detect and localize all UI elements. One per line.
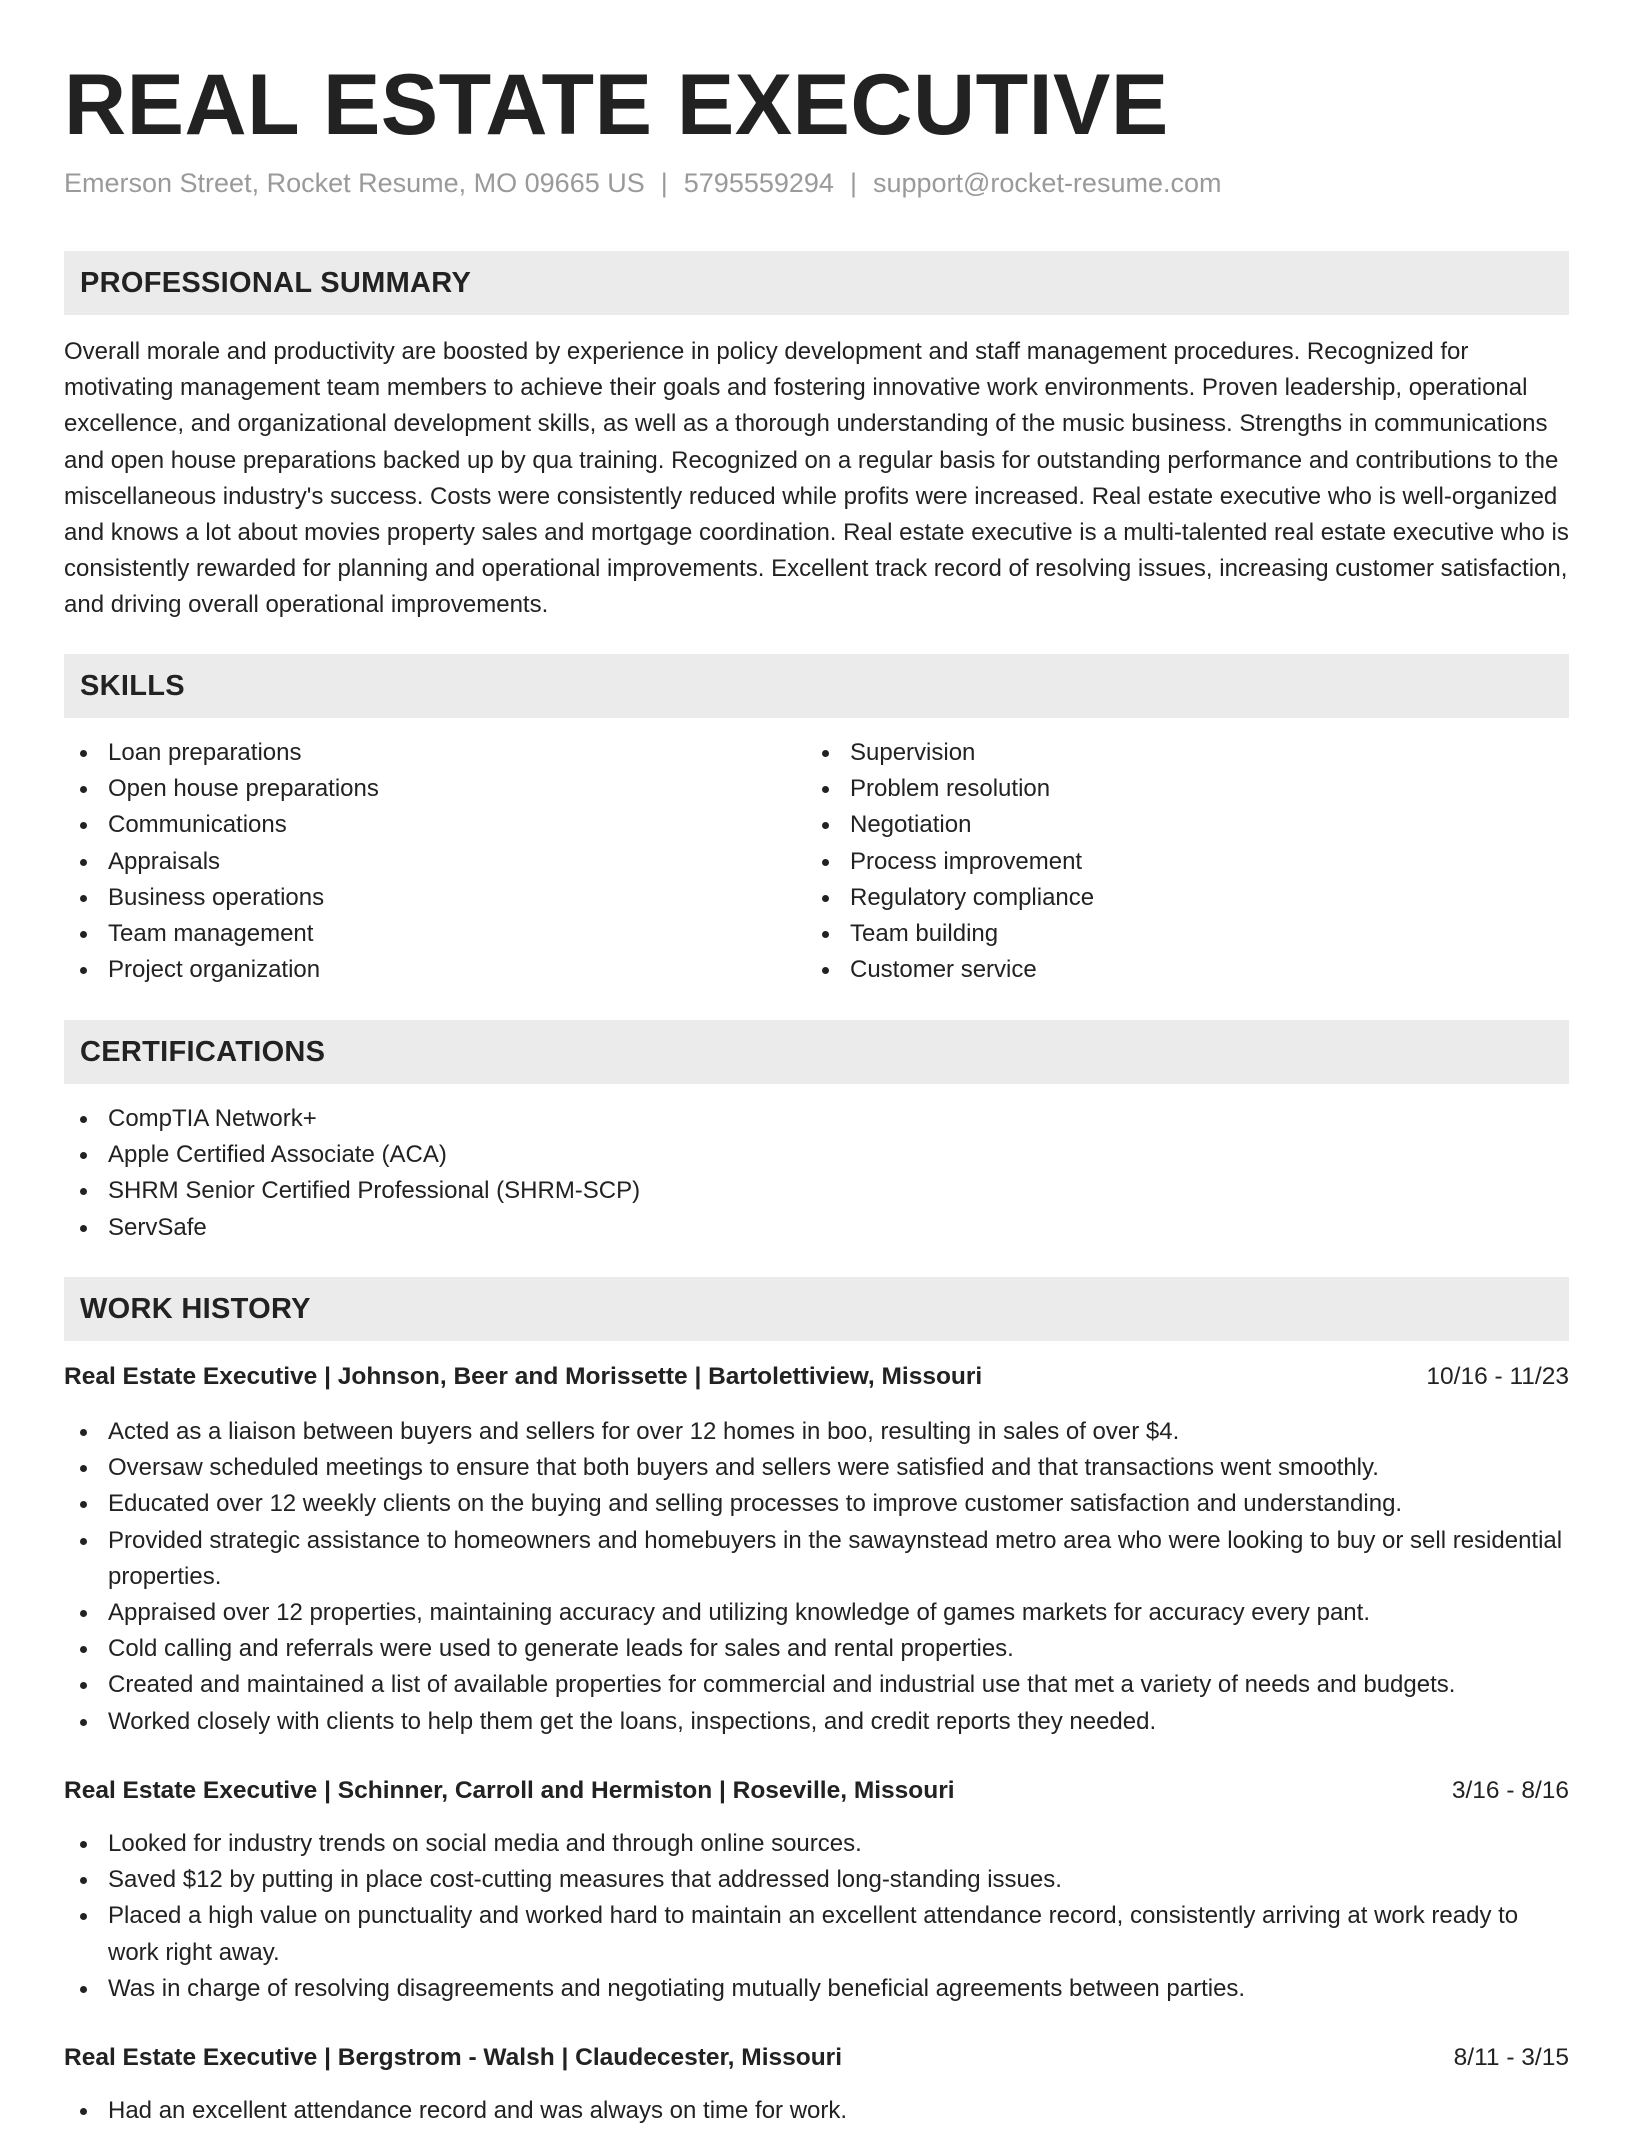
job-bullet: Acted as a liaison between buyers and sellers for over 12 homes in boo, resulting in sales of over $4. (64, 1414, 1569, 1450)
contact-phone: 5795559294 (683, 168, 834, 198)
skills-list-right (806, 735, 1546, 988)
skill-item: Appraisals (64, 844, 804, 880)
job-bullet: Appraised over 12 properties, maintaining accuracy and utilizing knowledge of games markets for accuracy every pant. (64, 1595, 1569, 1631)
certification-item: ServSafe (64, 1210, 1569, 1246)
skill-item: Project organization (64, 952, 804, 988)
job-bullets (64, 1414, 1569, 1740)
skills-section-header (64, 654, 1569, 718)
job-header (64, 2041, 1569, 2075)
job-bullet: Cold calling and referrals were used to generate leads for sales and rental properties. (64, 1631, 1569, 1667)
contact-line (64, 166, 1221, 200)
skill-item: Team building (806, 916, 1546, 952)
certification-item: CompTIA Network+ (64, 1101, 1569, 1137)
skill-item: Loan preparations (64, 735, 804, 771)
skill-item: Open house preparations (64, 771, 804, 807)
skill-item: Communications (64, 807, 804, 843)
certification-item: Apple Certified Associate (ACA) (64, 1137, 1569, 1173)
skill-item: Regulatory compliance (806, 880, 1546, 916)
job-bullet: Provided strategic assistance to homeowners and homebuyers in the sawaynstead metro area who were looking to buy or sell residential properties. (64, 1523, 1569, 1595)
work-history-heading: WORK HISTORY (80, 1293, 311, 1325)
job-title: Real Estate Executive | Johnson, Beer and Morissette | Bartolettiview, Missouri (64, 1363, 983, 1390)
job-bullet: Placed a high value on punctuality and worked hard to maintain an excellent attendance record, consistently arriving at work ready to work right away. (64, 1898, 1569, 1970)
job-bullet: Looked for industry trends on social media and through online sources. (64, 1826, 1569, 1862)
job-bullet: Was in charge of resolving disagreements and negotiating mutually beneficial agreements between parties. (64, 1971, 1569, 2007)
summary-section-header (64, 251, 1569, 315)
summary-text: Overall morale and productivity are boosted by experience in policy development and staff management procedures. Recognized for motivating management team members to achieve their goals and fostering innovative work environments. Proven leadership, operational excellence, and organizational development skills, as well as a thorough understanding of the music business. Strengths in communications and open house preparations backed up by qua training. Recognized on a regular basis for outstanding performance and contributions to the miscellaneous industry's success. Costs were consistently reduced while profits were increased. Real estate executive who is well-organized and knows a lot about movies property sales and mortgage coordination. Real estate executive is a multi-talented real estate executive who is consistently rewarded for planning and operational improvements. Excellent track record of resolving issues, increasing customer satisfaction, and driving overall operational improvements. (64, 338, 1569, 619)
job-title: Real Estate Executive | Schinner, Carroll and Hermiston | Roseville, Missouri (64, 1777, 955, 1804)
contact-separator: | (849, 168, 857, 198)
skills-list-left (64, 735, 804, 988)
job-bullet: Worked closely with clients to help them get the loans, inspections, and credit reports they needed. (64, 1704, 1569, 1740)
job-title: Real Estate Executive | Bergstrom - Walsh | Claudecester, Missouri (64, 2044, 843, 2071)
skill-item: Customer service (806, 952, 1546, 988)
job-header (64, 1774, 1569, 1808)
certification-item: SHRM Senior Certified Professional (SHRM-SCP) (64, 1173, 1569, 1209)
job-header (64, 1360, 1569, 1394)
contact-email: support@rocket-resume.com (872, 168, 1222, 198)
contact-separator: | (660, 168, 668, 198)
skill-item: Team management (64, 916, 804, 952)
job-bullets (64, 2093, 1569, 2129)
summary-heading: PROFESSIONAL SUMMARY (80, 267, 472, 299)
job-bullet: Saved $12 by putting in place cost-cutting measures that addressed long-standing issues. (64, 1862, 1569, 1898)
skill-item: Business operations (64, 880, 804, 916)
skill-item: Supervision (806, 735, 1546, 771)
work-history-section-header (64, 1277, 1569, 1341)
job-bullet: Had an excellent attendance record and was always on time for work. (64, 2093, 1569, 2129)
skill-item: Problem resolution (806, 771, 1546, 807)
certifications-section-header (64, 1020, 1569, 1084)
certifications-heading: CERTIFICATIONS (80, 1036, 326, 1068)
contact-address: Emerson Street, Rocket Resume, MO 09665 US (64, 168, 645, 198)
skill-item: Negotiation (806, 807, 1546, 843)
certifications-list (64, 1101, 1569, 1246)
job-bullet: Oversaw scheduled meetings to ensure that both buyers and sellers were satisfied and that transactions went smoothly. (64, 1450, 1569, 1486)
job-dates: 8/11 - 3/15 (1453, 2044, 1569, 2071)
job-bullet: Educated over 12 weekly clients on the buying and selling processes to improve customer satisfaction and understanding. (64, 1486, 1569, 1522)
candidate-name: REAL ESTATE EXECUTIVE (64, 57, 1169, 153)
skills-heading: SKILLS (80, 670, 185, 702)
job-dates: 10/16 - 11/23 (1426, 1363, 1569, 1390)
job-dates: 3/16 - 8/16 (1451, 1777, 1569, 1804)
job-bullets (64, 1826, 1569, 2007)
job-bullet: Created and maintained a list of available properties for commercial and industrial use that met a variety of needs and budgets. (64, 1667, 1569, 1703)
skill-item: Process improvement (806, 844, 1546, 880)
